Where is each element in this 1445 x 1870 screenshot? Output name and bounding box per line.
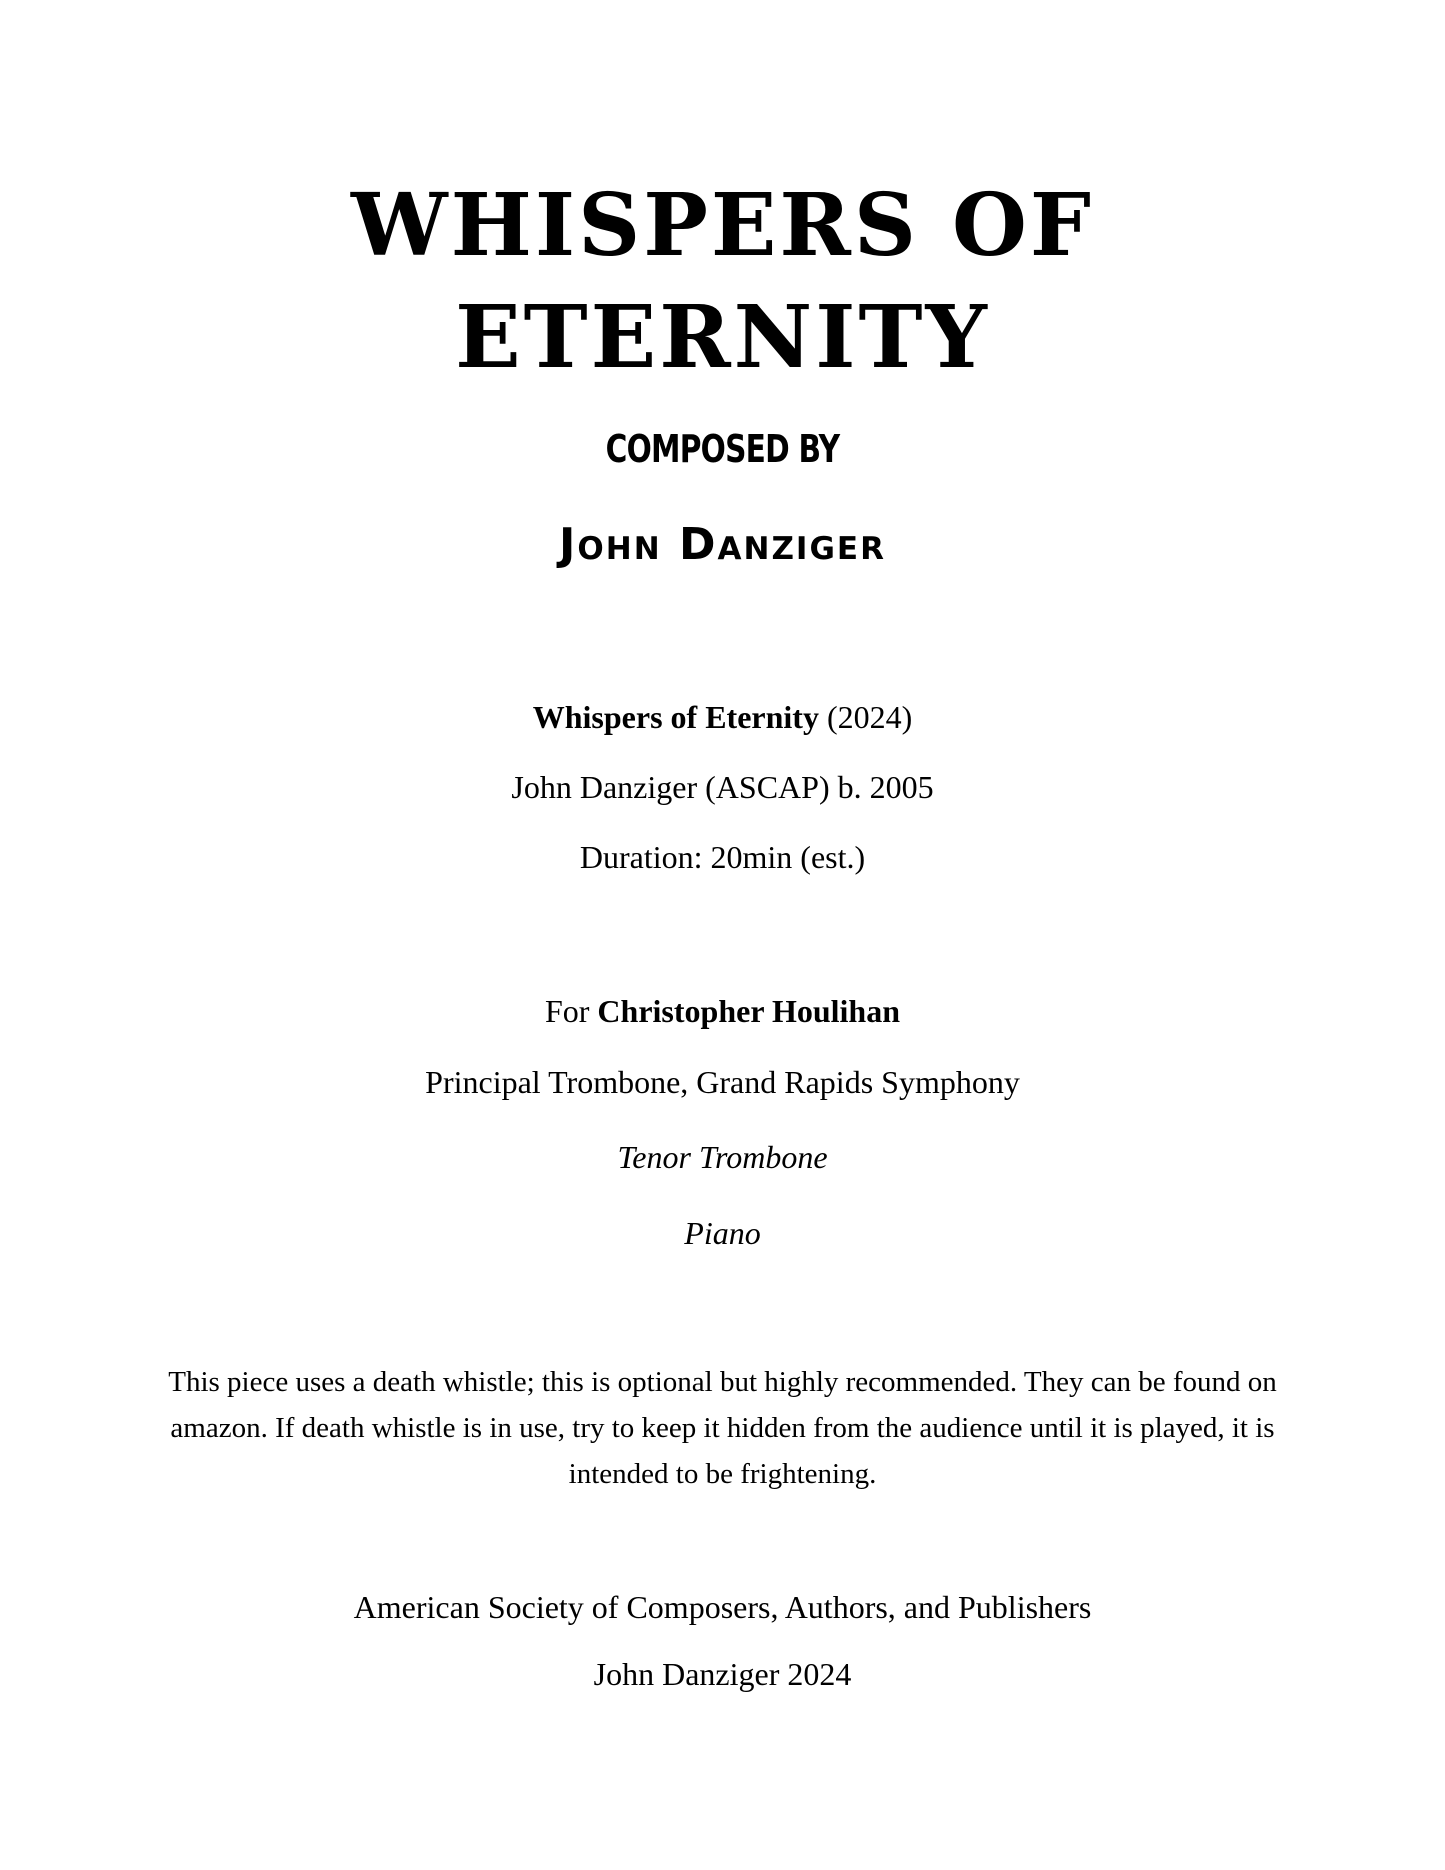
composer-name: John Danziger: [559, 519, 886, 570]
copyright-line: John Danziger 2024: [593, 1656, 852, 1692]
work-title: Whispers of Eternity: [532, 699, 819, 735]
instrument-tenor-trombone: [0, 1137, 1445, 1177]
instrument-label: Piano: [684, 1215, 761, 1251]
dedicatee-position: Principal Trombone, Grand Rapids Symphony: [425, 1064, 1020, 1100]
society-line: American Society of Composers, Authors, and Publishers: [353, 1589, 1092, 1625]
dedication-line: [0, 991, 1445, 1031]
dedication-prefix: For: [544, 993, 590, 1029]
work-info-line: [0, 697, 1445, 737]
performance-note: This piece uses a death whistle; this is optional but highly recommended. They can be found on amazon. If death whistle is in use, try to keep it hidden from the audience until it is played, it is intended to be frightening.: [168, 1366, 1277, 1490]
duration-line: Duration: 20min (est.): [579, 839, 866, 875]
instrument-label: Tenor Trombone: [617, 1139, 828, 1175]
composer-line: John Danziger (ASCAP) b. 2005: [511, 769, 934, 805]
dedicatee-name: Christopher Houlihan: [597, 993, 901, 1029]
work-year: (2024): [826, 699, 913, 735]
page-title: WHISPERS OF ETERNITY: [351, 175, 1094, 388]
instrument-piano: [0, 1213, 1445, 1253]
composed-by-label: COMPOSED BY: [605, 427, 840, 471]
